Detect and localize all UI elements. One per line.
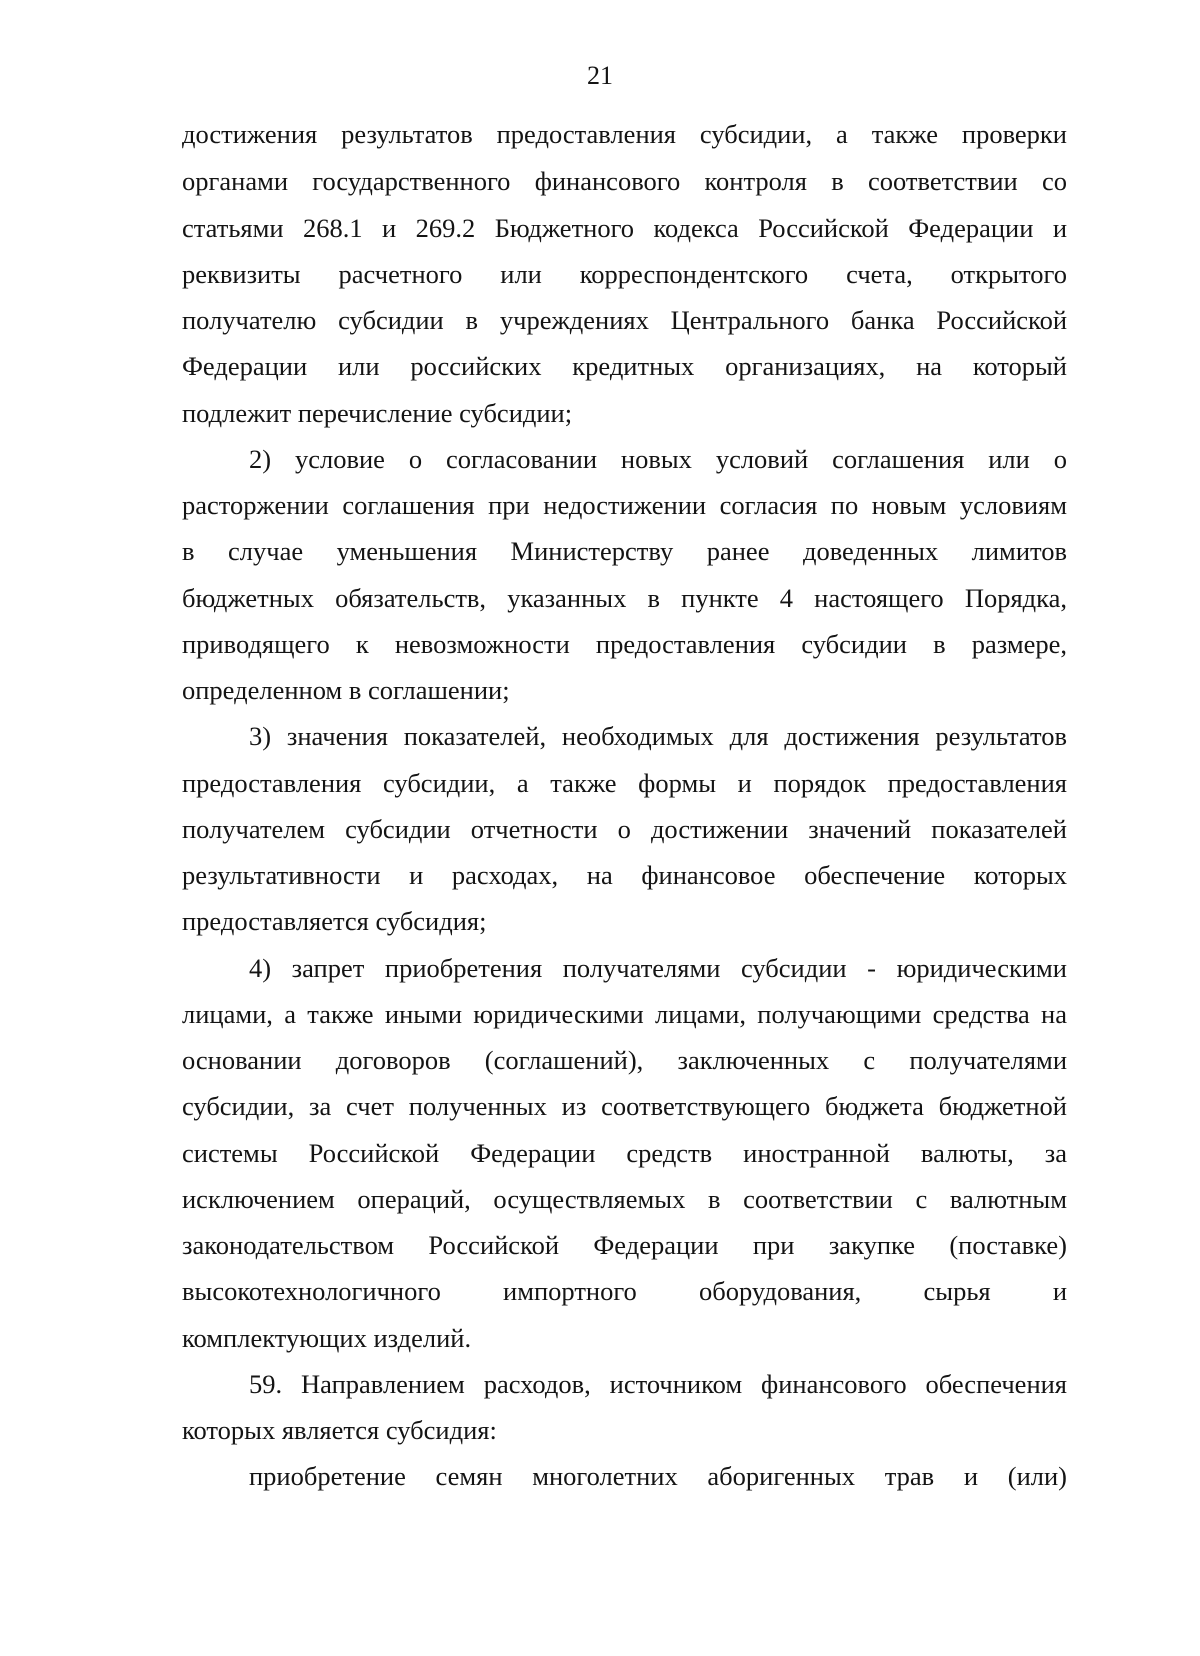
text-line: статьями 268.1 и 269.2 Бюджетного кодекса Российской Федерации и	[182, 213, 1067, 243]
text-line: 3) значения показателей, необходимых для достижения результатов	[249, 721, 1067, 751]
text-line: органами государственного финансового контроля в соответствии со	[182, 166, 1067, 196]
text-line: субсидии, за счет полученных из соответствующего бюджета бюджетной	[182, 1091, 1067, 1121]
text-line: Федерации или российских кредитных организациях, на который	[182, 351, 1067, 381]
text-line: определенном в соглашении;	[182, 675, 510, 705]
text-line: 4) запрет приобретения получателями субсидии - юридическими	[249, 953, 1067, 983]
text-line: системы Российской Федерации средств иностранной валюты, за	[182, 1138, 1067, 1168]
text-line: достижения результатов предоставления субсидии, а также проверки	[182, 119, 1067, 149]
text-line: реквизиты расчетного или корреспондентского счета, открытого	[182, 259, 1067, 289]
text-line: предоставляется субсидия;	[182, 906, 487, 936]
text-line: лицами, а также иными юридическими лицами, получающими средства на	[182, 999, 1067, 1029]
text-line: исключением операций, осуществляемых в соответствии с валютным	[182, 1184, 1067, 1214]
text-line: в случае уменьшения Министерству ранее доведенных лимитов	[182, 536, 1067, 566]
text-line: бюджетных обязательств, указанных в пункте 4 настоящего Порядка,	[182, 583, 1067, 613]
text-line: 59. Направлением расходов, источником финансового обеспечения	[249, 1369, 1067, 1399]
text-line: получателем субсидии отчетности о достижении значений показателей	[182, 814, 1067, 844]
text-line: комплектующих изделий.	[182, 1323, 472, 1353]
text-line: расторжении соглашения при недостижении согласия по новым условиям	[182, 490, 1067, 520]
text-line: 2) условие о согласовании новых условий соглашения или о	[249, 444, 1067, 474]
text-line: подлежит перечисление субсидии;	[182, 398, 573, 428]
text-line: основании договоров (соглашений), заключенных с получателями	[182, 1045, 1067, 1075]
text-line: приобретение семян многолетних аборигенных трав и (или)	[249, 1461, 1067, 1491]
page-number: 21	[587, 61, 613, 90]
text-line: которых является субсидия:	[182, 1415, 497, 1445]
text-line: высокотехнологичного импортного оборудования, сырья и	[182, 1276, 1067, 1306]
text-line: результативности и расходах, на финансовое обеспечение которых	[182, 860, 1067, 890]
text-line: получателю субсидии в учреждениях Центрального банка Российской	[182, 305, 1067, 335]
text-line: приводящего к невозможности предоставления субсидии в размере,	[182, 629, 1067, 659]
text-line: законодательством Российской Федерации при закупке (поставке)	[182, 1230, 1067, 1260]
text-line: предоставления субсидии, а также формы и порядок предоставления	[182, 768, 1067, 798]
